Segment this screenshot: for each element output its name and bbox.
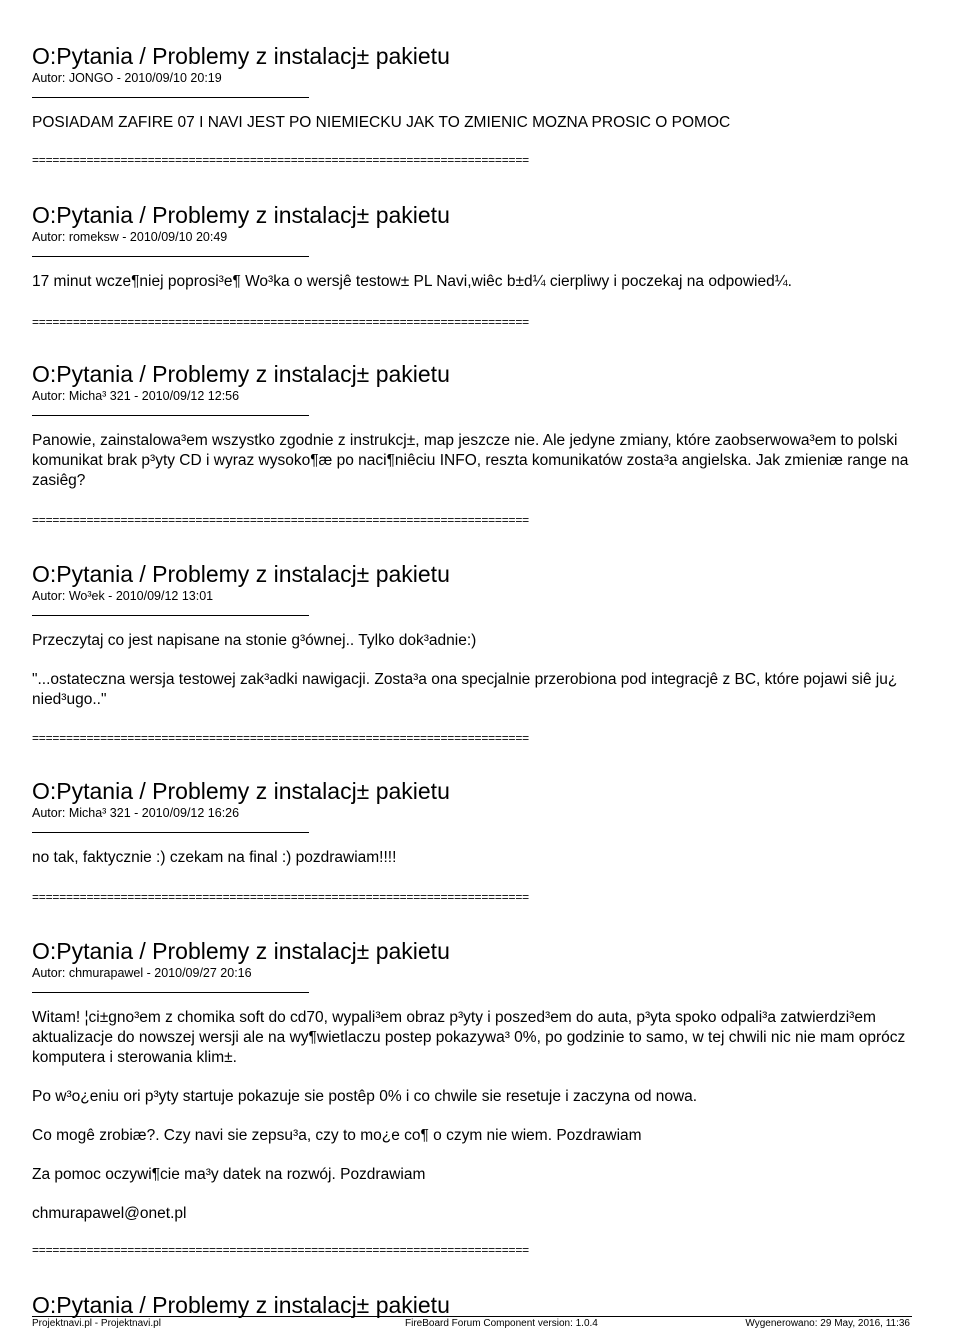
meta-rule: [32, 992, 309, 993]
post-title: O:Pytania / Problemy z instalacj± pakietu: [32, 778, 450, 804]
post-meta: Autor: chmurapawel - 2010/09/27 20:16: [32, 966, 252, 980]
post-paragraph: Przeczytaj co jest napisane na stonie g³ównej.. Tylko dok³adnie:): [32, 632, 477, 649]
post: [32, 777, 932, 887]
post-paragraph: Co mogê zrobiæ?. Czy navi sie zepsu³a, czy to mo¿e co¶ o czym nie wiem. Pozdrawiam: [32, 1127, 642, 1144]
post: [32, 560, 932, 729]
meta-rule: [32, 832, 309, 833]
post: [32, 360, 932, 510]
post-paragraph: Witam! ¦ci±gno³em z chomika soft do cd70, wypali³em obraz p³yty i poszed³em do auta, p³yta spoko odpali³a zatwierdzi³em aktualizacje do nowszej wersji ale na wy¶wietlaczu postep pokazywa³ 0%, po godzinie to samo, w tej chwili nic nie mam oprócz komputera i sterowania klim±.: [32, 1009, 906, 1066]
post: [32, 937, 932, 1243]
post-paragraph: Panowie, zainstalowa³em wszystko zgodnie z instrukcj±, map jeszcze nie. Ale jedyne zmiany, które zaobserwowa³em to polski komunikat brak p³yty CD i wyraz wysoko¶æ po naci¶niêciu INFO, reszta komunikatów zosta³a angielska. Jak zmieniæ range na zasiêg?: [32, 432, 909, 489]
meta-rule: [32, 615, 309, 616]
post-title: O:Pytania / Problemy z instalacj± pakietu: [32, 1292, 450, 1318]
footer-component: FireBoard Forum Component version: 1.0.4: [405, 1318, 598, 1329]
post-title: O:Pytania / Problemy z instalacj± pakietu: [32, 561, 450, 587]
post-meta: Autor: Micha³ 321 - 2010/09/12 16:26: [32, 806, 240, 820]
post-body: [32, 631, 932, 710]
post-separator: =========================================================================: [32, 1243, 529, 1257]
post-separator: =========================================================================: [32, 315, 529, 329]
post-body: [32, 848, 932, 868]
post-paragraph: POSIADAM ZAFIRE 07 I NAVI JEST PO NIEMIECKU JAK TO ZMIENIC MOZNA PROSIC O POMOC: [32, 114, 731, 131]
footer-rule: [32, 1316, 912, 1317]
footer-site: Projektnavi.pl - Projektnavi.pl: [32, 1318, 161, 1329]
post: [32, 1291, 932, 1319]
post-title: O:Pytania / Problemy z instalacj± pakietu: [32, 361, 450, 387]
post-title: O:Pytania / Problemy z instalacj± pakietu: [32, 938, 450, 964]
post-meta: Autor: romeksw - 2010/09/10 20:49: [32, 230, 228, 244]
footer-generated: Wygenerowano: 29 May, 2016, 11:36: [745, 1318, 910, 1329]
post-paragraph: no tak, faktycznie :) czekam na final :) pozdrawiam!!!!: [32, 849, 397, 866]
post: [32, 42, 932, 152]
post-body: [32, 272, 932, 292]
post-title: O:Pytania / Problemy z instalacj± pakietu: [32, 202, 450, 228]
post-separator: =========================================================================: [32, 731, 529, 745]
post-paragraph: Za pomoc oczywi¶cie ma³y datek na rozwój. Pozdrawiam: [32, 1166, 426, 1183]
post-meta: Autor: JONGO - 2010/09/10 20:19: [32, 71, 222, 85]
post-paragraph: Po w³o¿eniu ori p³yty startuje pokazuje sie postêp 0% i co chwile sie resetuje i zaczyna od nowa.: [32, 1088, 698, 1105]
post-paragraph: 17 minut wcze¶niej poprosi³e¶ Wo³ka o wersjê testow± PL Navi,wiêc b±d¼ cierpliwy i poczekaj na odpowied¼.: [32, 273, 792, 290]
post-paragraph: chmurapawel@onet.pl: [32, 1205, 187, 1222]
meta-rule: [32, 256, 309, 257]
post-body: [32, 431, 932, 491]
post-separator: =========================================================================: [32, 513, 529, 527]
meta-rule: [32, 97, 309, 98]
post-title: O:Pytania / Problemy z instalacj± pakietu: [32, 43, 450, 69]
meta-rule: [32, 415, 309, 416]
post-separator: =========================================================================: [32, 890, 529, 904]
post-separator: =========================================================================: [32, 153, 529, 167]
post-meta: Autor: Micha³ 321 - 2010/09/12 12:56: [32, 389, 240, 403]
post-meta: Autor: Wo³ek - 2010/09/12 13:01: [32, 589, 214, 603]
post: [32, 201, 932, 311]
post-body: [32, 1008, 932, 1224]
post-paragraph: "...ostateczna wersja testowej zak³adki nawigacji. Zosta³a ona specjalnie przerobiona pod integracjê z BC, które pojawi siê ju¿ nied³ugo..": [32, 671, 898, 708]
post-body: [32, 113, 932, 133]
